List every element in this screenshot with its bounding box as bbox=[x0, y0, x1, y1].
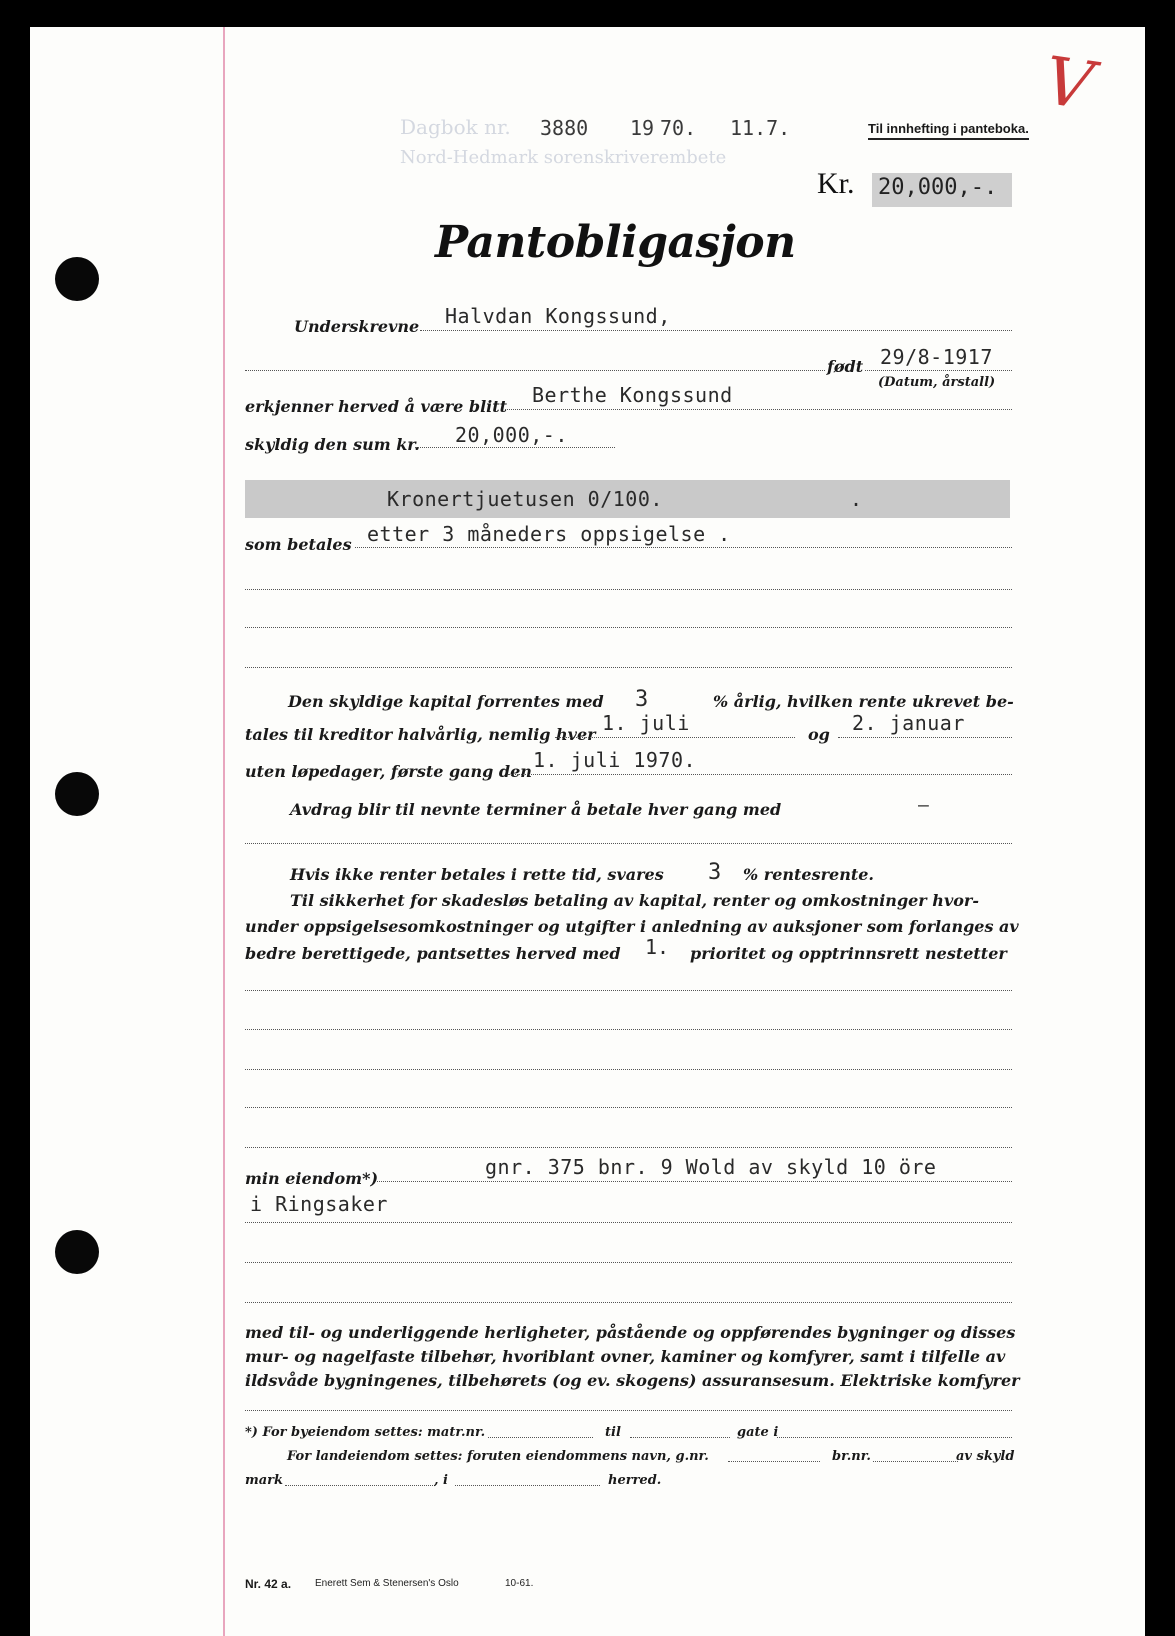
property-line-2 bbox=[245, 1222, 1012, 1223]
kr-label: Kr. bbox=[817, 167, 855, 200]
punch-hole-middle bbox=[55, 772, 99, 816]
skyldig-line bbox=[415, 447, 615, 448]
footnote-matr-line bbox=[488, 1437, 593, 1438]
security-line1: Til sikkerhet for skadesløs betaling av kapital, renter og omkostninger hvor- bbox=[290, 891, 979, 910]
term1-line bbox=[555, 737, 795, 738]
footnote-gnr-line bbox=[728, 1461, 820, 1462]
fodt-line bbox=[865, 370, 1012, 371]
punch-hole-bottom bbox=[55, 1230, 99, 1274]
form-code: 10-61. bbox=[505, 1578, 534, 1589]
amount-words-dot: . bbox=[850, 487, 863, 511]
footnote-gate: gate i bbox=[737, 1425, 779, 1440]
dagbok-label: Dagbok nr. bbox=[400, 115, 511, 139]
closing-line2: mur- og nagelfaste tilbehør, hvoriblant ovner, kaminer og komfyrer, samt i tilfelle av bbox=[245, 1347, 1006, 1366]
punch-hole-top bbox=[55, 257, 99, 301]
footnote-mark-line bbox=[285, 1485, 435, 1486]
interest-line1-a: Den skyldige kapital forrentes med bbox=[288, 692, 604, 711]
footnote-skyld: av skyld bbox=[956, 1449, 1015, 1464]
avdrag-value: — bbox=[918, 795, 929, 816]
footnote-brnr-line bbox=[873, 1461, 958, 1462]
footnote-brnr: br.nr. bbox=[832, 1449, 871, 1464]
office-name: Nord-Hedmark sorenskriverembete bbox=[400, 147, 727, 168]
skyldig-label: skyldig den sum kr. bbox=[245, 435, 420, 454]
avdrag-line bbox=[245, 843, 1012, 844]
betales-value: etter 3 måneders oppsigelse . bbox=[367, 522, 731, 546]
blank-line-9 bbox=[245, 1262, 1012, 1263]
term2-line bbox=[838, 737, 1012, 738]
betales-line bbox=[355, 547, 1012, 548]
erkjenner-line bbox=[505, 409, 1012, 410]
kr-amount: 20,000,-. bbox=[878, 175, 998, 200]
blank-line-5 bbox=[245, 1029, 1012, 1030]
blank-line-3 bbox=[245, 667, 1012, 668]
blank-line-4 bbox=[245, 990, 1012, 991]
footnote-land: For landeiendom settes: foruten eiendommens navn, g.nr. bbox=[287, 1449, 709, 1464]
footnote-gate-line bbox=[777, 1437, 1012, 1438]
property-line1: gnr. 375 bnr. 9 Wold av skyld 10 öre bbox=[485, 1155, 937, 1179]
footnote-comma-i: , i bbox=[434, 1473, 448, 1488]
footnote-til: til bbox=[605, 1425, 621, 1440]
fodt-value: 29/8-1917 bbox=[880, 345, 993, 369]
footnote-mark: mark bbox=[245, 1473, 284, 1488]
betales-label: som betales bbox=[245, 535, 352, 554]
margin-line bbox=[223, 27, 225, 1636]
amount-words: Kronertjuetusen 0/100. bbox=[387, 487, 663, 511]
closing-line-end bbox=[245, 1410, 1012, 1411]
closing-line3: ildsvåde bygningenes, tilbehørets (og ev. skogens) assuransesum. Elektriske komfyrer bbox=[245, 1371, 1020, 1390]
document-page bbox=[30, 27, 1145, 1636]
security-line3-a: bedre berettigede, pantsettes herved med bbox=[245, 944, 621, 963]
stamp-date: 11.7. bbox=[730, 116, 791, 140]
til-innhefting: Til innhefting i panteboka. bbox=[868, 121, 1029, 140]
name-continuation-line bbox=[245, 370, 825, 371]
year-prefix: 19 bbox=[630, 116, 655, 140]
avdrag-label: Avdrag blir til nevnte terminer å betale hver gang med bbox=[290, 800, 782, 819]
form-number: Nr. 42 a. bbox=[245, 1577, 292, 1591]
underskrevne-value: Halvdan Kongssund, bbox=[445, 304, 671, 328]
interest-og: og bbox=[808, 725, 830, 744]
security-line2: under oppsigelsesomkostninger og utgifter i anledning av auksjoner som forlanges av bbox=[245, 917, 1019, 936]
first-date-value: 1. juli 1970. bbox=[533, 748, 697, 772]
interest-rate: 3 bbox=[635, 687, 649, 712]
publisher: Enerett Sem & Stenersen's Oslo bbox=[315, 1578, 459, 1589]
footnote-herred-line bbox=[455, 1485, 600, 1486]
term2-value: 2. januar bbox=[852, 711, 965, 735]
fodt-label: født bbox=[827, 357, 864, 376]
blank-line-10 bbox=[245, 1302, 1012, 1303]
property-label: min eiendom*) bbox=[245, 1169, 379, 1188]
dagbok-number: 3880 bbox=[540, 116, 589, 140]
footnote-til-line bbox=[630, 1437, 730, 1438]
closing-line1: med til- og underliggende herligheter, påstående og oppførendes bygninger og disses bbox=[245, 1323, 1016, 1342]
footnote-by: *) For byeiendom settes: matr.nr. bbox=[245, 1425, 486, 1440]
hvis-a: Hvis ikke renter betales i rette tid, svares bbox=[290, 865, 664, 884]
underskrevne-line bbox=[420, 330, 1012, 331]
property-line-1 bbox=[375, 1181, 1012, 1182]
year-suffix: 70. bbox=[660, 116, 697, 140]
security-line3-b: prioritet og opptrinnsrett nestetter bbox=[690, 944, 1007, 963]
blank-line-1 bbox=[245, 589, 1012, 590]
underskrevne-label: Underskrevne bbox=[294, 317, 420, 336]
interest-line3-a: uten løpedager, første gang den bbox=[245, 762, 532, 781]
first-date-line bbox=[508, 774, 1012, 775]
interest-line1-b: % årlig, hvilken rente ukrevet be- bbox=[713, 692, 1014, 711]
term1-value: 1. juli bbox=[602, 711, 690, 735]
property-line2: i Ringsaker bbox=[250, 1192, 388, 1216]
blank-line-2 bbox=[245, 627, 1012, 628]
hvis-rate: 3 bbox=[708, 860, 722, 885]
hvis-b: % rentesrente. bbox=[743, 865, 874, 884]
red-checkmark: V bbox=[1039, 42, 1098, 125]
interest-line2-a: tales til kreditor halvårlig, nemlig hver bbox=[245, 725, 596, 744]
erkjenner-label: erkjenner herved å være blitt bbox=[245, 397, 508, 416]
creditor-name: Berthe Kongssund bbox=[532, 383, 733, 407]
footnote-herred: herred. bbox=[608, 1473, 662, 1488]
prioritet-value: 1. bbox=[645, 935, 670, 959]
document-title: Pantobligasjon bbox=[435, 217, 796, 268]
blank-line-8 bbox=[245, 1147, 1012, 1148]
blank-line-6 bbox=[245, 1069, 1012, 1070]
fodt-hint: (Datum, årstall) bbox=[878, 375, 996, 390]
skyldig-value: 20,000,-. bbox=[455, 423, 568, 447]
blank-line-7 bbox=[245, 1107, 1012, 1108]
